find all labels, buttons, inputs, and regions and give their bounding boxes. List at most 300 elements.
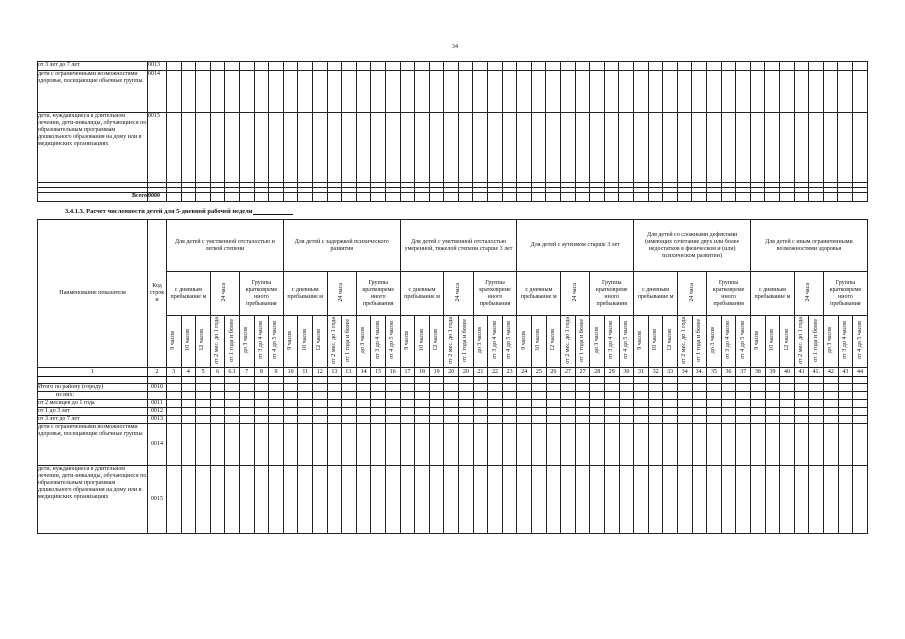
data-cell[interactable]: [502, 193, 517, 202]
data-cell[interactable]: [210, 384, 225, 392]
data-cell[interactable]: [590, 416, 605, 424]
data-cell[interactable]: [488, 408, 503, 416]
data-cell[interactable]: [312, 113, 327, 183]
data-cell[interactable]: [342, 113, 357, 183]
data-cell[interactable]: [809, 416, 824, 424]
data-cell[interactable]: [459, 416, 474, 424]
data-cell[interactable]: [590, 424, 605, 466]
data-cell[interactable]: [196, 466, 211, 534]
data-cell[interactable]: [239, 377, 254, 384]
data-cell[interactable]: [196, 392, 211, 400]
data-cell[interactable]: [634, 71, 649, 113]
data-cell[interactable]: [356, 424, 371, 466]
data-cell[interactable]: [181, 384, 196, 392]
data-cell[interactable]: [721, 416, 736, 424]
data-cell[interactable]: [546, 377, 561, 384]
data-cell[interactable]: [196, 113, 211, 183]
data-cell[interactable]: [575, 71, 590, 113]
data-cell[interactable]: [196, 377, 211, 384]
data-cell[interactable]: [721, 384, 736, 392]
data-cell[interactable]: [210, 113, 225, 183]
data-cell[interactable]: [779, 62, 794, 71]
data-cell[interactable]: [167, 466, 182, 534]
data-cell[interactable]: [502, 71, 517, 113]
data-cell[interactable]: [721, 466, 736, 534]
data-cell[interactable]: [239, 113, 254, 183]
data-cell[interactable]: [488, 71, 503, 113]
data-cell[interactable]: [429, 392, 444, 400]
data-cell[interactable]: [181, 193, 196, 202]
data-cell[interactable]: [692, 416, 707, 424]
data-cell[interactable]: [342, 392, 357, 400]
data-cell[interactable]: [663, 193, 678, 202]
data-cell[interactable]: [473, 71, 488, 113]
data-cell[interactable]: [838, 193, 853, 202]
data-cell[interactable]: [210, 466, 225, 534]
data-cell[interactable]: [400, 466, 415, 534]
data-cell[interactable]: [794, 62, 809, 71]
data-cell[interactable]: [852, 193, 867, 202]
data-cell[interactable]: [546, 392, 561, 400]
data-cell[interactable]: [269, 392, 284, 400]
data-cell[interactable]: [502, 416, 517, 424]
data-cell[interactable]: [824, 392, 839, 400]
data-cell[interactable]: [371, 392, 386, 400]
data-cell[interactable]: [459, 384, 474, 392]
data-cell[interactable]: [663, 71, 678, 113]
data-cell[interactable]: [853, 384, 868, 392]
data-cell[interactable]: [283, 416, 298, 424]
data-cell[interactable]: [794, 424, 809, 466]
data-cell[interactable]: [429, 416, 444, 424]
data-cell[interactable]: [517, 416, 532, 424]
data-cell[interactable]: [604, 392, 619, 400]
data-cell[interactable]: [225, 416, 240, 424]
data-cell[interactable]: [780, 408, 795, 416]
data-cell[interactable]: [706, 193, 721, 202]
data-cell[interactable]: [634, 424, 649, 466]
data-cell[interactable]: [459, 466, 474, 534]
data-cell[interactable]: [634, 416, 649, 424]
data-cell[interactable]: [824, 416, 839, 424]
data-cell[interactable]: [824, 408, 839, 416]
data-cell[interactable]: [692, 466, 707, 534]
data-cell[interactable]: [181, 400, 196, 408]
data-cell[interactable]: [736, 71, 751, 113]
data-cell[interactable]: [648, 424, 663, 466]
data-cell[interactable]: [283, 193, 298, 202]
data-cell[interactable]: [313, 377, 328, 384]
data-cell[interactable]: [838, 400, 853, 408]
data-cell[interactable]: [780, 384, 795, 392]
data-cell[interactable]: [210, 392, 225, 400]
data-cell[interactable]: [196, 193, 211, 202]
data-cell[interactable]: [342, 466, 357, 534]
data-cell[interactable]: [239, 62, 254, 71]
data-cell[interactable]: [677, 466, 692, 534]
data-cell[interactable]: [750, 193, 765, 202]
data-cell[interactable]: [488, 193, 503, 202]
data-cell[interactable]: [634, 408, 649, 416]
data-cell[interactable]: [371, 71, 386, 113]
data-cell[interactable]: [604, 400, 619, 408]
data-cell[interactable]: [706, 113, 721, 183]
data-cell[interactable]: [765, 377, 780, 384]
data-cell[interactable]: [473, 466, 488, 534]
data-cell[interactable]: [385, 193, 400, 202]
data-cell[interactable]: [736, 466, 751, 534]
data-cell[interactable]: [167, 71, 182, 113]
data-cell[interactable]: [298, 416, 313, 424]
data-cell[interactable]: [239, 384, 254, 392]
data-cell[interactable]: [852, 113, 867, 183]
data-cell[interactable]: [429, 377, 444, 384]
data-cell[interactable]: [327, 113, 342, 183]
data-cell[interactable]: [415, 408, 430, 416]
data-cell[interactable]: [838, 384, 853, 392]
data-cell[interactable]: [532, 408, 547, 416]
data-cell[interactable]: [706, 62, 721, 71]
data-cell[interactable]: [181, 377, 196, 384]
data-cell[interactable]: [517, 377, 532, 384]
data-cell[interactable]: [283, 408, 298, 416]
data-cell[interactable]: [488, 424, 503, 466]
data-cell[interactable]: [225, 62, 240, 71]
data-cell[interactable]: [239, 416, 254, 424]
data-cell[interactable]: [561, 400, 576, 408]
data-cell[interactable]: [561, 384, 576, 392]
data-cell[interactable]: [313, 400, 328, 408]
data-cell[interactable]: [371, 384, 386, 392]
data-cell[interactable]: [444, 424, 459, 466]
data-cell[interactable]: [575, 400, 590, 408]
data-cell[interactable]: [385, 424, 400, 466]
data-cell[interactable]: [809, 466, 824, 534]
data-cell[interactable]: [269, 193, 284, 202]
data-cell[interactable]: [502, 466, 517, 534]
data-cell[interactable]: [823, 62, 838, 71]
data-cell[interactable]: [575, 377, 590, 384]
data-cell[interactable]: [823, 113, 838, 183]
data-cell[interactable]: [809, 384, 824, 392]
data-cell[interactable]: [707, 400, 722, 408]
data-cell[interactable]: [692, 193, 707, 202]
data-cell[interactable]: [356, 400, 371, 408]
data-cell[interactable]: [780, 424, 795, 466]
data-cell[interactable]: [181, 71, 196, 113]
data-cell[interactable]: [210, 71, 225, 113]
data-cell[interactable]: [400, 400, 415, 408]
data-cell[interactable]: [298, 62, 313, 71]
data-cell[interactable]: [444, 392, 459, 400]
data-cell[interactable]: [677, 408, 692, 416]
data-cell[interactable]: [473, 384, 488, 392]
data-cell[interactable]: [590, 408, 605, 416]
data-cell[interactable]: [342, 400, 357, 408]
data-cell[interactable]: [385, 71, 400, 113]
data-cell[interactable]: [210, 400, 225, 408]
data-cell[interactable]: [327, 466, 342, 534]
data-cell[interactable]: [604, 416, 619, 424]
data-cell[interactable]: [751, 424, 766, 466]
data-cell[interactable]: [356, 62, 371, 71]
data-cell[interactable]: [663, 466, 678, 534]
data-cell[interactable]: [473, 377, 488, 384]
data-cell[interactable]: [546, 113, 561, 183]
data-cell[interactable]: [298, 377, 313, 384]
data-cell[interactable]: [765, 400, 780, 408]
data-cell[interactable]: [400, 71, 415, 113]
data-cell[interactable]: [356, 466, 371, 534]
data-cell[interactable]: [167, 62, 182, 71]
data-cell[interactable]: [429, 466, 444, 534]
data-cell[interactable]: [619, 466, 634, 534]
data-cell[interactable]: [356, 377, 371, 384]
data-cell[interactable]: [415, 400, 430, 408]
data-cell[interactable]: [853, 424, 868, 466]
data-cell[interactable]: [721, 400, 736, 408]
data-cell[interactable]: [415, 377, 430, 384]
data-cell[interactable]: [269, 408, 284, 416]
data-cell[interactable]: [298, 466, 313, 534]
data-cell[interactable]: [371, 193, 386, 202]
data-cell[interactable]: [444, 400, 459, 408]
data-cell[interactable]: [561, 377, 576, 384]
data-cell[interactable]: [167, 384, 182, 392]
data-cell[interactable]: [313, 466, 328, 534]
data-cell[interactable]: [561, 424, 576, 466]
data-cell[interactable]: [327, 71, 342, 113]
data-cell[interactable]: [429, 384, 444, 392]
data-cell[interactable]: [429, 408, 444, 416]
data-cell[interactable]: [532, 400, 547, 408]
data-cell[interactable]: [298, 71, 313, 113]
data-cell[interactable]: [721, 408, 736, 416]
data-cell[interactable]: [692, 392, 707, 400]
data-cell[interactable]: [736, 408, 751, 416]
data-cell[interactable]: [663, 392, 678, 400]
data-cell[interactable]: [517, 113, 532, 183]
data-cell[interactable]: [561, 113, 576, 183]
data-cell[interactable]: [254, 400, 269, 408]
data-cell[interactable]: [181, 113, 196, 183]
data-cell[interactable]: [838, 392, 853, 400]
data-cell[interactable]: [488, 384, 503, 392]
data-cell[interactable]: [677, 384, 692, 392]
data-cell[interactable]: [751, 392, 766, 400]
data-cell[interactable]: [648, 466, 663, 534]
data-cell[interactable]: [532, 377, 547, 384]
data-cell[interactable]: [663, 384, 678, 392]
data-cell[interactable]: [385, 377, 400, 384]
data-cell[interactable]: [429, 400, 444, 408]
data-cell[interactable]: [590, 400, 605, 408]
data-cell[interactable]: [751, 466, 766, 534]
data-cell[interactable]: [663, 377, 678, 384]
data-cell[interactable]: [648, 408, 663, 416]
data-cell[interactable]: [254, 466, 269, 534]
data-cell[interactable]: [225, 377, 240, 384]
data-cell[interactable]: [342, 193, 357, 202]
data-cell[interactable]: [692, 377, 707, 384]
data-cell[interactable]: [459, 408, 474, 416]
data-cell[interactable]: [546, 416, 561, 424]
data-cell[interactable]: [269, 377, 284, 384]
data-cell[interactable]: [225, 466, 240, 534]
data-cell[interactable]: [780, 377, 795, 384]
data-cell[interactable]: [269, 400, 284, 408]
data-cell[interactable]: [736, 113, 751, 183]
data-cell[interactable]: [488, 400, 503, 408]
data-cell[interactable]: [415, 466, 430, 534]
data-cell[interactable]: [210, 193, 225, 202]
data-cell[interactable]: [444, 408, 459, 416]
data-cell[interactable]: [677, 62, 692, 71]
data-cell[interactable]: [415, 193, 430, 202]
data-cell[interactable]: [385, 416, 400, 424]
data-cell[interactable]: [473, 400, 488, 408]
data-cell[interactable]: [385, 408, 400, 416]
data-cell[interactable]: [780, 416, 795, 424]
data-cell[interactable]: [400, 392, 415, 400]
data-cell[interactable]: [663, 400, 678, 408]
data-cell[interactable]: [429, 62, 444, 71]
data-cell[interactable]: [590, 113, 605, 183]
data-cell[interactable]: [634, 193, 649, 202]
data-cell[interactable]: [415, 71, 430, 113]
data-cell[interactable]: [371, 377, 386, 384]
data-cell[interactable]: [809, 392, 824, 400]
data-cell[interactable]: [400, 384, 415, 392]
data-cell[interactable]: [225, 113, 240, 183]
data-cell[interactable]: [677, 193, 692, 202]
data-cell[interactable]: [677, 113, 692, 183]
data-cell[interactable]: [575, 113, 590, 183]
data-cell[interactable]: [239, 408, 254, 416]
data-cell[interactable]: [779, 71, 794, 113]
data-cell[interactable]: [619, 400, 634, 408]
data-cell[interactable]: [707, 416, 722, 424]
data-cell[interactable]: [502, 424, 517, 466]
data-cell[interactable]: [298, 384, 313, 392]
data-cell[interactable]: [765, 71, 780, 113]
data-cell[interactable]: [824, 400, 839, 408]
data-cell[interactable]: [342, 62, 357, 71]
data-cell[interactable]: [181, 466, 196, 534]
data-cell[interactable]: [356, 392, 371, 400]
data-cell[interactable]: [210, 408, 225, 416]
data-cell[interactable]: [488, 377, 503, 384]
data-cell[interactable]: [663, 408, 678, 416]
data-cell[interactable]: [210, 62, 225, 71]
data-cell[interactable]: [385, 466, 400, 534]
data-cell[interactable]: [254, 408, 269, 416]
data-cell[interactable]: [444, 416, 459, 424]
data-cell[interactable]: [327, 384, 342, 392]
data-cell[interactable]: [590, 193, 605, 202]
data-cell[interactable]: [313, 416, 328, 424]
data-cell[interactable]: [809, 71, 824, 113]
data-cell[interactable]: [473, 392, 488, 400]
data-cell[interactable]: [561, 466, 576, 534]
data-cell[interactable]: [561, 193, 576, 202]
data-cell[interactable]: [546, 466, 561, 534]
data-cell[interactable]: [225, 384, 240, 392]
data-cell[interactable]: [400, 377, 415, 384]
data-cell[interactable]: [852, 62, 867, 71]
data-cell[interactable]: [794, 416, 809, 424]
data-cell[interactable]: [677, 71, 692, 113]
data-cell[interactable]: [751, 377, 766, 384]
data-cell[interactable]: [561, 62, 576, 71]
data-cell[interactable]: [254, 424, 269, 466]
data-cell[interactable]: [356, 71, 371, 113]
data-cell[interactable]: [239, 466, 254, 534]
data-cell[interactable]: [298, 400, 313, 408]
data-cell[interactable]: [765, 424, 780, 466]
data-cell[interactable]: [838, 71, 853, 113]
data-cell[interactable]: [283, 424, 298, 466]
data-cell[interactable]: [371, 113, 386, 183]
data-cell[interactable]: [283, 466, 298, 534]
data-cell[interactable]: [196, 408, 211, 416]
data-cell[interactable]: [196, 62, 211, 71]
data-cell[interactable]: [634, 113, 649, 183]
data-cell[interactable]: [488, 62, 503, 71]
data-cell[interactable]: [692, 400, 707, 408]
data-cell[interactable]: [546, 193, 561, 202]
data-cell[interactable]: [167, 416, 182, 424]
data-cell[interactable]: [210, 416, 225, 424]
data-cell[interactable]: [604, 62, 619, 71]
data-cell[interactable]: [459, 392, 474, 400]
data-cell[interactable]: [254, 71, 269, 113]
data-cell[interactable]: [648, 384, 663, 392]
data-cell[interactable]: [371, 408, 386, 416]
data-cell[interactable]: [517, 71, 532, 113]
data-cell[interactable]: [225, 71, 240, 113]
data-cell[interactable]: [750, 71, 765, 113]
data-cell[interactable]: [356, 193, 371, 202]
data-cell[interactable]: [707, 424, 722, 466]
data-cell[interactable]: [298, 408, 313, 416]
data-cell[interactable]: [853, 392, 868, 400]
data-cell[interactable]: [736, 400, 751, 408]
data-cell[interactable]: [619, 416, 634, 424]
data-cell[interactable]: [385, 400, 400, 408]
data-cell[interactable]: [298, 424, 313, 466]
data-cell[interactable]: [634, 384, 649, 392]
data-cell[interactable]: [532, 392, 547, 400]
data-cell[interactable]: [721, 193, 736, 202]
data-cell[interactable]: [853, 377, 868, 384]
data-cell[interactable]: [167, 392, 182, 400]
data-cell[interactable]: [473, 62, 488, 71]
data-cell[interactable]: [648, 71, 663, 113]
data-cell[interactable]: [239, 392, 254, 400]
data-cell[interactable]: [677, 400, 692, 408]
data-cell[interactable]: [181, 392, 196, 400]
data-cell[interactable]: [575, 466, 590, 534]
data-cell[interactable]: [196, 71, 211, 113]
data-cell[interactable]: [517, 62, 532, 71]
data-cell[interactable]: [575, 62, 590, 71]
data-cell[interactable]: [415, 424, 430, 466]
data-cell[interactable]: [852, 71, 867, 113]
data-cell[interactable]: [634, 377, 649, 384]
data-cell[interactable]: [663, 113, 678, 183]
data-cell[interactable]: [823, 193, 838, 202]
